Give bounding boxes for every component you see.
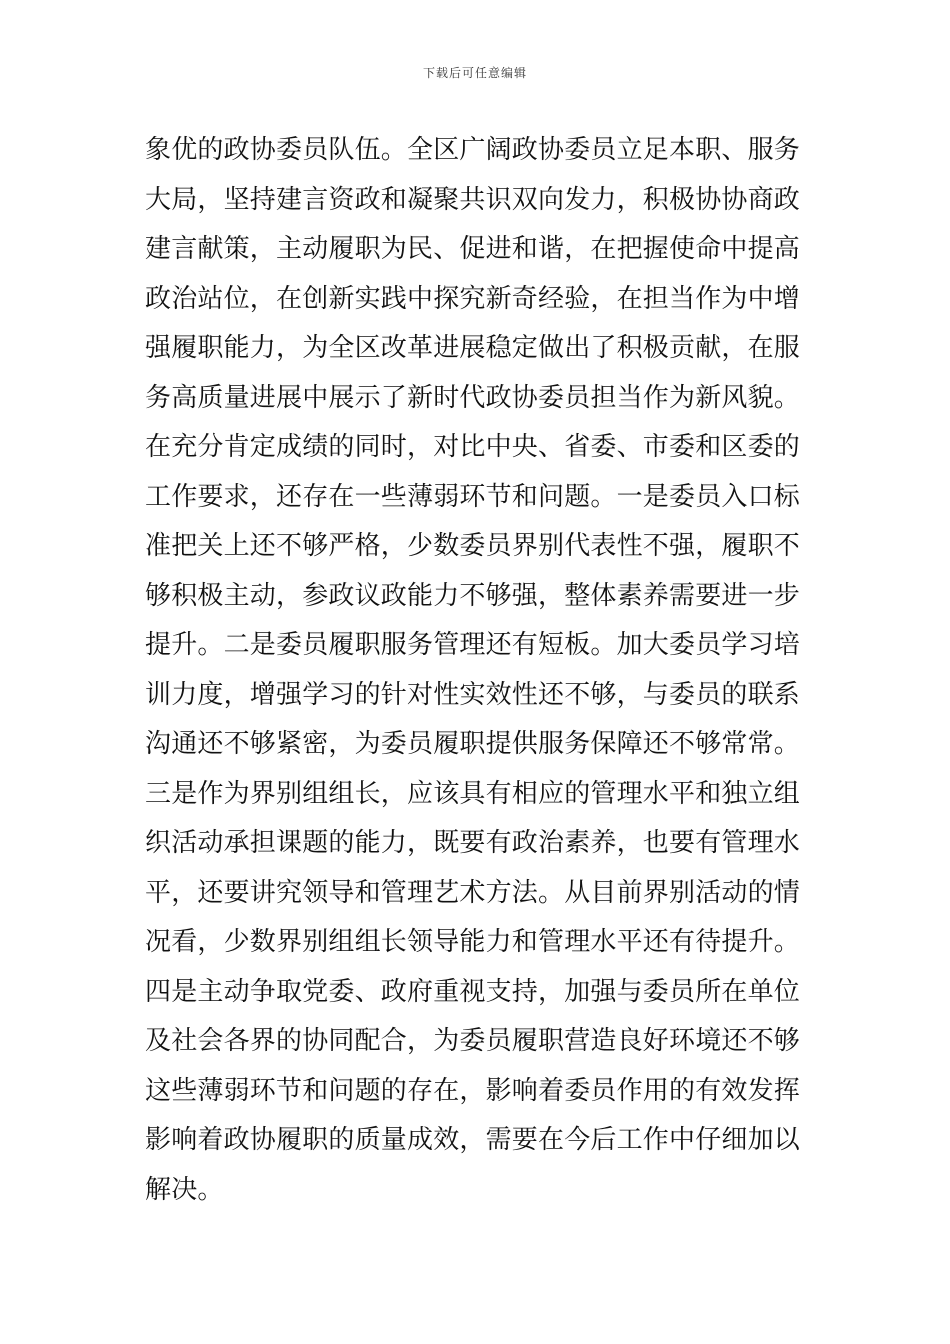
- document-body: [145, 126, 825, 1215]
- text-line: 这些薄弱环节和问题的存在，影响着委员作用的有效发挥: [145, 1075, 801, 1106]
- text-line: 务高质量进展中展示了新时代政协委员担当作为新风貌。: [145, 382, 801, 413]
- text-line: 影响着政协履职的质量成效，需要在今后工作中仔细加以: [145, 1125, 801, 1155]
- text-line: 强履职能力，为全区改革进展稳定做出了积极贡献，在服: [145, 333, 801, 363]
- text-line: 况看，少数界别组组长领导能力和管理水平还有待提升。: [145, 927, 801, 957]
- text-line: 工作要求，还存在一些薄弱环节和问题。一是委员入口标: [145, 481, 801, 512]
- text-line: 平，还要讲究领导和管理艺术方法。从目前界别活动的情: [145, 877, 801, 908]
- text-line: 在充分肯定成绩的同时，对比中央、省委、市委和区委的: [145, 432, 801, 462]
- text-line: 及社会各界的协同配合，为委员履职营造良好环境还不够: [145, 1026, 801, 1056]
- text-line: 准把关上还不够严格，少数委员界别代表性不强，履职不: [145, 531, 801, 561]
- text-line: 织活动承担课题的能力，既要有政治素养，也要有管理水: [145, 828, 801, 858]
- page-header-note: 下载后可任意编辑: [422, 66, 527, 80]
- text-line: 大局，坚持建言资政和凝聚共识双向发力，积极协协商政: [145, 184, 801, 215]
- text-line: 训力度，增强学习的针对性实效性还不够，与委员的联系: [145, 679, 801, 710]
- text-line: 沟通还不够紧密，为委员履职提供服务保障还不够常常。: [145, 729, 801, 759]
- text-line: 四是主动争取党委、政府重视支持，加强与委员所在单位: [145, 976, 801, 1007]
- text-line: 提升。二是委员履职服务管理还有短板。加大委员学习培: [145, 630, 801, 660]
- text-line: 够积极主动，参政议政能力不够强，整体素养需要进一步: [145, 580, 801, 611]
- text-line: 三是作为界别组组长，应该具有相应的管理水平和独立组: [145, 778, 801, 809]
- text-line: 建言献策，主动履职为民、促进和谐，在把握使命中提高: [145, 234, 801, 264]
- text-line: 政治站位，在创新实践中探究新奇经验，在担当作为中增: [145, 283, 801, 314]
- text-line: 象优的政协委员队伍。全区广阔政协委员立足本职、服务: [145, 135, 801, 165]
- text-line: 解决。: [145, 1174, 224, 1205]
